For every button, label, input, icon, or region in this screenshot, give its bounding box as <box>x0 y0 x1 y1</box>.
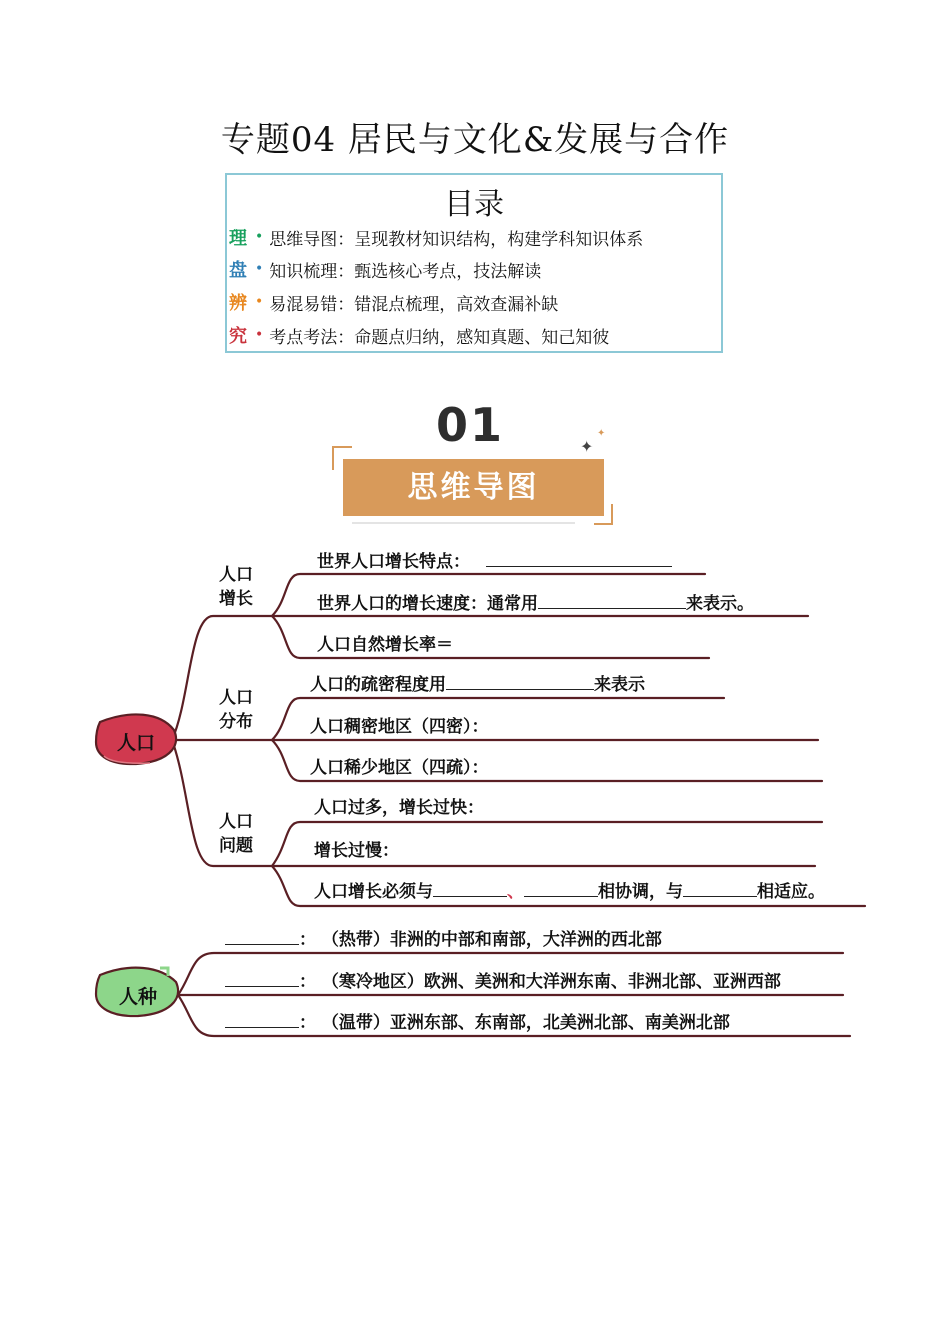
toc-key: 辨 <box>229 293 247 314</box>
race-description: （热带）非洲的中部和南部，大洋洲的西北部 <box>321 930 662 950</box>
growth-feature-item <box>317 547 672 572</box>
toc-text: 考点考法：命题点归纳，感知真题、知己知彼 <box>269 327 610 348</box>
race-item <box>225 1008 730 1033</box>
item-text-middle: 相协调，与 <box>598 882 683 902</box>
race-description: （温带）亚洲东部、东南部，北美洲北部、南美洲北部 <box>321 1013 730 1033</box>
sparse-regions-item <box>310 753 489 778</box>
toc-key: 究 <box>229 326 247 347</box>
item-text: 人口自然增长率＝ <box>317 635 453 655</box>
bullet-dot-icon: • <box>255 229 264 245</box>
race-colon: ： <box>299 930 316 950</box>
section-title: 思维导图 <box>343 459 604 516</box>
density-measure-item <box>310 670 645 695</box>
sparkle-icon: ✦ <box>580 437 594 456</box>
dense-regions-item <box>310 712 489 737</box>
section-number: 01 <box>435 398 504 452</box>
natural-growth-rate-item <box>317 630 453 655</box>
slow-growth-item <box>314 836 399 861</box>
toc-title: 目录 <box>444 187 504 222</box>
item-text-suffix: 来表示。 <box>686 594 754 614</box>
branch-label-population-growth: 人口增长 <box>219 565 253 609</box>
fill-blank <box>446 672 594 690</box>
separator-mark: 、 <box>507 882 524 902</box>
item-text: 世界人口增长特点： <box>317 552 470 572</box>
bullet-dot-icon: • <box>255 294 264 310</box>
population-node: 人口 <box>116 732 155 754</box>
fill-blank <box>683 879 757 897</box>
race-node: 人种 <box>118 986 157 1008</box>
item-text: 人口稀少地区（四疏）： <box>310 758 489 778</box>
toc-text: 易混易错：错混点梳理，高效查漏补缺 <box>269 294 559 315</box>
race-description: （寒冷地区）欧洲、美洲和大洋洲东南、非洲北部、亚洲西部 <box>321 972 781 992</box>
toc-key: 盘 <box>229 260 247 281</box>
race-item <box>225 967 781 992</box>
item-text: 增长过慢： <box>314 841 399 861</box>
bullet-dot-icon: • <box>255 261 264 277</box>
item-text: 人口稠密地区（四密）： <box>310 717 489 737</box>
item-text: 世界人口的增长速度：通常用 <box>317 594 538 614</box>
fill-blank <box>538 591 686 609</box>
toc-text: 知识梳理：甄选核心考点，技法解读 <box>269 261 542 282</box>
fill-blank <box>225 1010 299 1028</box>
item-text: 人口增长必须与 <box>314 882 433 902</box>
fill-blank <box>524 879 598 897</box>
item-text-suffix: 相适应。 <box>757 882 825 902</box>
sparkle-icon: ✦ <box>597 428 606 439</box>
growth-speed-item <box>317 589 754 614</box>
item-text-suffix: 来表示 <box>594 675 645 695</box>
coordination-item <box>314 877 825 902</box>
bullet-dot-icon: • <box>255 327 264 343</box>
item-text: 人口过多，增长过快： <box>314 798 484 818</box>
branch-label-population-problems: 人口问题 <box>219 812 253 856</box>
overpopulation-item <box>314 793 484 818</box>
race-item <box>225 925 662 950</box>
race-colon: ： <box>299 1013 316 1033</box>
fill-blank <box>225 927 299 945</box>
page-title: 专题04 居民与文化&发展与合作 <box>220 120 730 160</box>
branch-label-population-distribution: 人口分布 <box>219 688 253 732</box>
toc-text: 思维导图：呈现教材知识结构，构建学科知识体系 <box>269 229 644 250</box>
race-colon: ： <box>299 972 316 992</box>
fill-blank <box>433 879 507 897</box>
item-text: 人口的疏密程度用 <box>310 675 446 695</box>
fill-blank <box>225 969 299 987</box>
fill-blank <box>486 549 672 567</box>
toc-key: 理 <box>229 228 247 249</box>
